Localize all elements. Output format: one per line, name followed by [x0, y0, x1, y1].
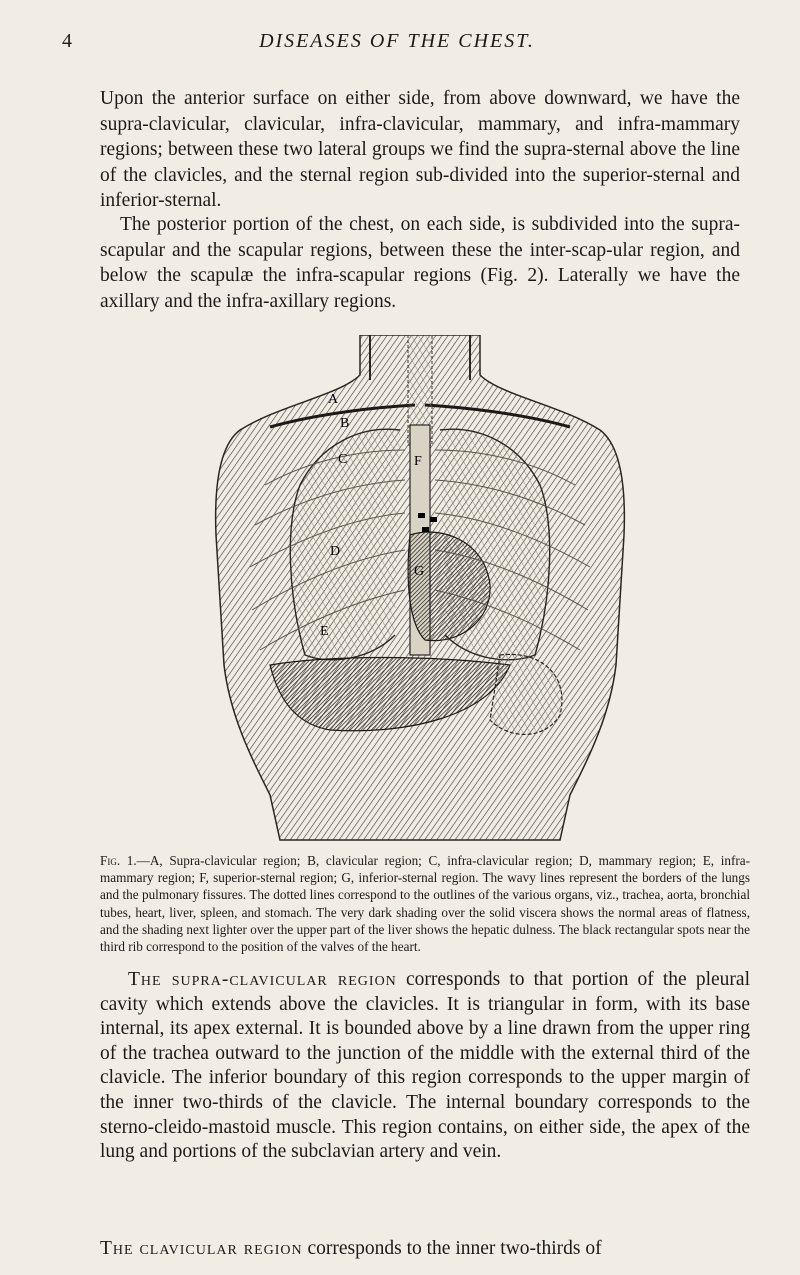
- section-lead: The supra-clavicular region: [128, 969, 397, 990]
- region-letter-g: G: [414, 564, 425, 579]
- section-supra-clavicular: [100, 968, 750, 1165]
- paragraph-posterior-regions: The posterior portion of the chest, on each side, is subdivided into the supra-scapular and the scapular regions, between these the inter-scap-ular region, and below the scapulæ the infra-scapular regions (Fig. 2). Laterally we have the axillary and the infra-axillary regions.: [100, 214, 740, 312]
- section-clavicular-start: [100, 1238, 750, 1260]
- figure-caption: [100, 852, 750, 955]
- caption-text: —A, Supra-clavicular region; B, clavicular region; C, infra-clavicular region; D, mammary region; E, infra-mammary region; F, superior-sternal region; G, inferior-sternal region. The wavy lines represent the borders of the lungs and the pulmonary fissures. The dotted lines correspond to the outlines of the various organs, viz., trachea, aorta, bronchial tubes, heart, liver, spleen, and stomach. The very dark shading over the solid viscera shows the normal areas of flatness, and the shading next lighter over the upper part of the liver shows the hepatic dulness. The black rectangular spots near the third rib correspond to the position of the valves of the heart.: [100, 853, 750, 955]
- figure-chest-regions: [210, 335, 630, 845]
- region-letter-b: B: [340, 416, 350, 431]
- region-letter-d: D: [330, 544, 341, 559]
- paragraph-anterior-regions: Upon the anterior surface on either side, from above downward, we have the supra-clavicular, clavicular, infra-clavicular, mammary, and infra-mammary regions; between these two lateral groups we find the supra-sternal above the line of the clavicles, and the sternal region sub-divided into the superior-sternal and inferior-sternal.: [100, 88, 740, 211]
- region-letter-c: C: [338, 452, 348, 467]
- figure-label: Fig. 1.: [100, 853, 137, 868]
- torso-illustration: [210, 335, 630, 845]
- page-number: 4: [62, 30, 72, 52]
- region-letter-a: A: [328, 392, 339, 407]
- running-head: [62, 30, 732, 60]
- section-text: corresponds to that portion of the pleural cavity which extends above the clavicles. It is triangular in form, with its base internal, its apex external. It is bounded above by a line drawn from the upper ring of the trachea outward to the junction of the middle with the external third of the clavicle. The inferior boundary of this region corresponds to the upper margin of the inner two-thirds of the clavicle. The internal boundary corresponds to the sterno-cleido-mastoid muscle. This region contains, on either side, the apex of the lung and portions of the subclavian artery and vein.: [100, 969, 750, 1163]
- next-section-lead: The clavicular region: [100, 1238, 303, 1259]
- running-title: DISEASES OF THE CHEST.: [259, 30, 535, 52]
- region-letter-f: F: [414, 454, 422, 469]
- region-letter-e: E: [320, 624, 329, 639]
- next-section-text: corresponds to the inner two-thirds of: [302, 1238, 602, 1259]
